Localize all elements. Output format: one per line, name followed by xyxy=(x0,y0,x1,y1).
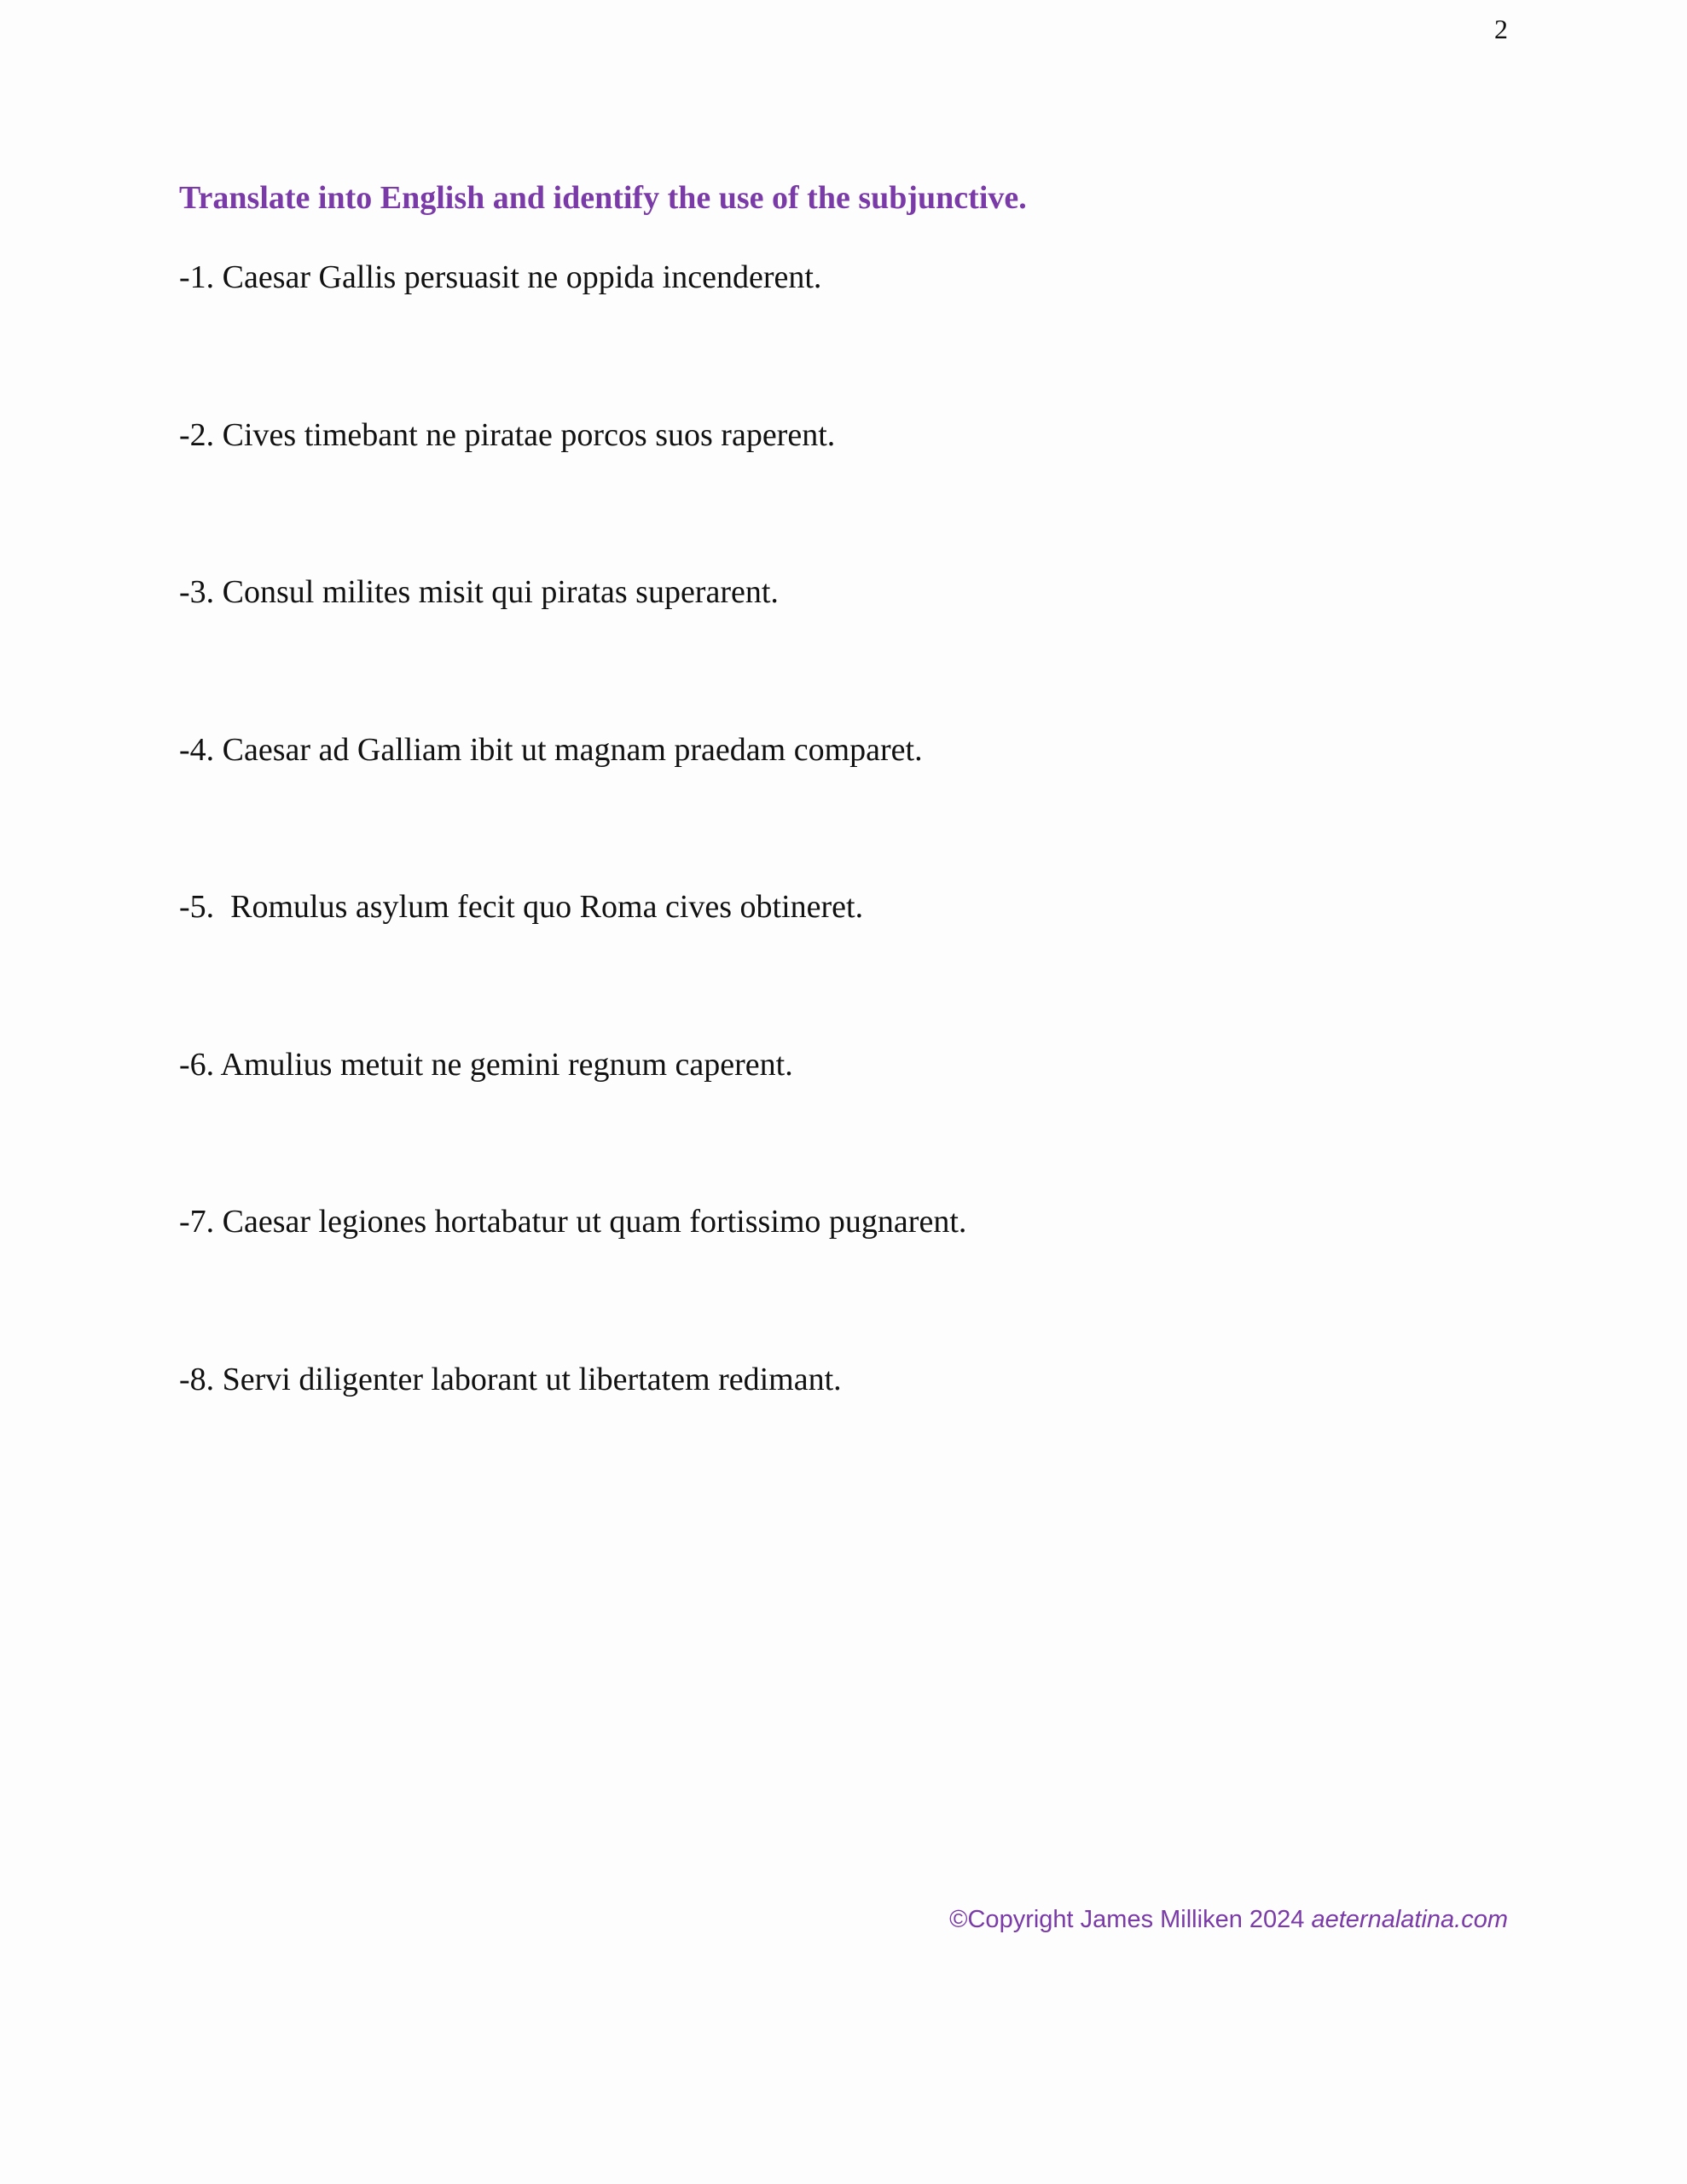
exercise-item-2: -2. Cives timebant ne piratae porcos suos raperent. xyxy=(179,416,836,453)
exercise-item-1: -1. Caesar Gallis persuasit ne oppida incenderent. xyxy=(179,259,822,295)
exercise-item-7: -7. Caesar legiones hortabatur ut quam fortissimo pugnarent. xyxy=(179,1204,967,1240)
copyright-footer xyxy=(949,1905,1508,1935)
instructions-heading: Translate into English and identify the use of the subjunctive. xyxy=(179,180,1027,216)
exercise-item-8: -8. Servi diligenter laborant ut libertatem redimant. xyxy=(179,1361,842,1397)
exercise-item-6: -6. Amulius metuit ne gemini regnum caperent. xyxy=(179,1046,793,1083)
copyright-text: ©Copyright James Milliken 2024 xyxy=(949,1906,1305,1933)
exercise-list xyxy=(179,258,966,1517)
page-number: 2 xyxy=(1494,14,1508,44)
exercise-item-3: -3. Consul milites misit qui piratas superarent. xyxy=(179,574,779,610)
site-link[interactable]: aeternalatina.com xyxy=(1311,1906,1508,1933)
exercise-item-4: -4. Caesar ad Galliam ibit ut magnam praedam comparet. xyxy=(179,731,923,768)
exercise-item-5: -5. Romulus asylum fecit quo Roma cives obtineret. xyxy=(179,889,864,925)
